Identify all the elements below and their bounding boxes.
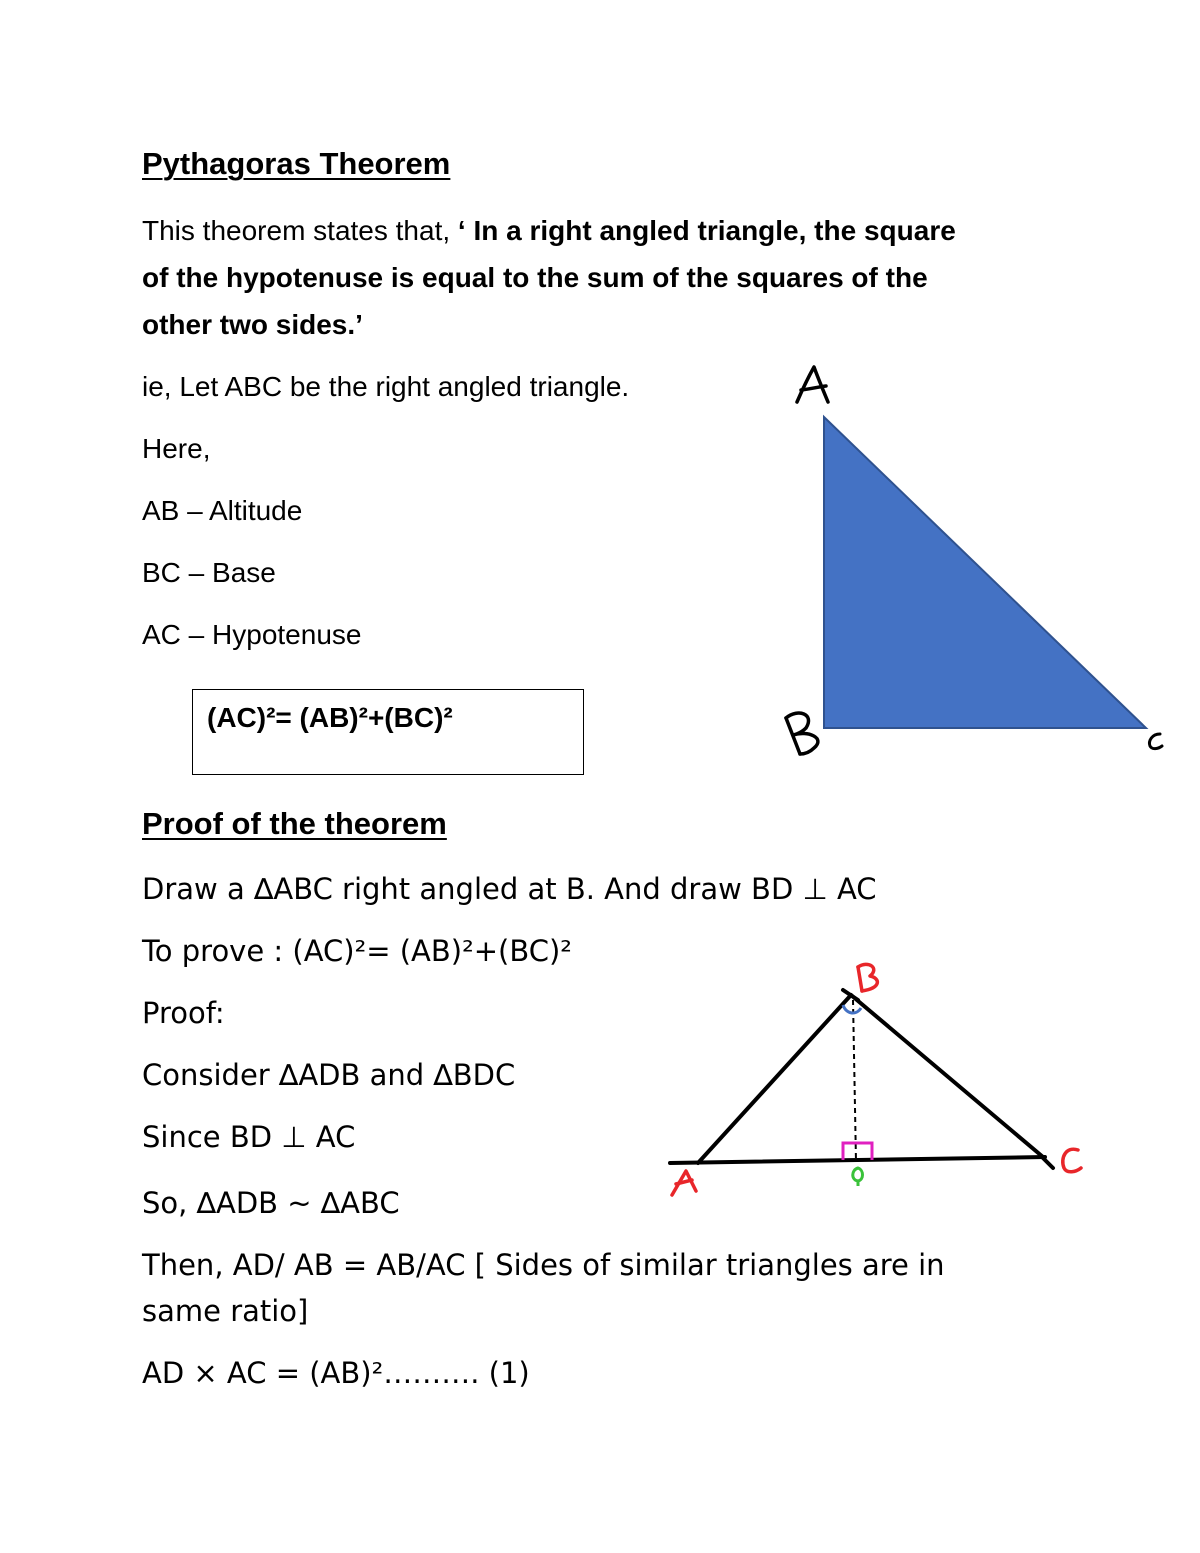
proof-line-proof: Proof: bbox=[142, 996, 225, 1030]
proof-line-since: Since BD ⊥ AC bbox=[142, 1120, 356, 1154]
label-c-red bbox=[1063, 1149, 1081, 1172]
side-ab bbox=[698, 995, 851, 1163]
side-ac bbox=[670, 1157, 1045, 1163]
proof-title: Proof of the theorem bbox=[142, 806, 447, 841]
statement-intro: This theorem states that, bbox=[142, 215, 458, 246]
proof-line-similar: So, ∆ADB ~ ∆ABC bbox=[142, 1186, 400, 1220]
let-line: ie, Let ABC be the right angled triangle. bbox=[142, 371, 630, 402]
proof-line-to-prove: To prove : (AC)²= (AB)²+(BC)² bbox=[142, 934, 572, 968]
proof-line-draw: Draw a ∆ABC right angled at B. And draw BD ⊥ AC bbox=[142, 872, 877, 906]
triangle-sides bbox=[670, 990, 1053, 1168]
page-title: Pythagoras Theorem bbox=[142, 146, 451, 181]
definition-base: BC – Base bbox=[142, 557, 276, 588]
side-bc bbox=[851, 995, 1043, 1157]
statement-quote-3: other two sides.’ bbox=[142, 309, 363, 340]
point-d-mark bbox=[853, 1168, 863, 1186]
label-b-red bbox=[858, 964, 877, 991]
proof-line-then: Then, AD/ AB = AB/AC [ Sides of similar triangles are in bbox=[142, 1248, 945, 1282]
right-angle-mark-d bbox=[843, 1143, 872, 1160]
proof-line-consider: Consider ∆ADB and ∆BDC bbox=[142, 1058, 516, 1092]
proof-line-same-ratio: same ratio] bbox=[142, 1294, 309, 1328]
formula-text: (AC)²= (AB)²+(BC)² bbox=[207, 702, 453, 733]
definition-hypotenuse: AC – Hypotenuse bbox=[142, 619, 362, 650]
statement-quote-2: of the hypotenuse is equal to the sum of the squares of the bbox=[142, 262, 928, 293]
definition-altitude: AB – Altitude bbox=[142, 495, 303, 526]
here-line: Here, bbox=[142, 433, 211, 464]
label-a-red bbox=[672, 1171, 696, 1195]
statement-quote-1: ‘ In a right angled triangle, the square bbox=[457, 215, 956, 246]
proof-line-equation-1: AD × AC = (AB)²………. (1) bbox=[142, 1356, 530, 1390]
altitude-bd bbox=[853, 1000, 856, 1162]
right-angle-mark-b bbox=[843, 1005, 861, 1013]
